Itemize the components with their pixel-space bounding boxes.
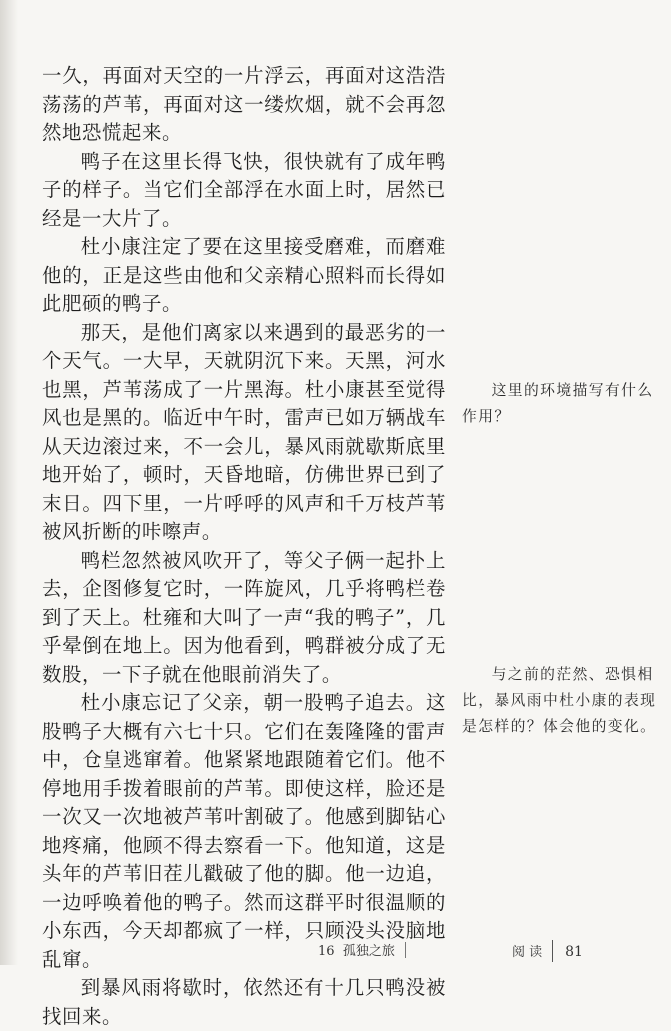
- paragraph-5: 鸭栏忽然被风吹开了，等父子俩一起扑上去，企图修复它时，一阵旋风，几乎将鸭栏卷到了天上。杜雍和大叫了一声“我的鸭子”，几乎晕倒在地上。因为他看到，鸭群被分成了无数股，一下子就在他眼前消失了。: [42, 548, 446, 686]
- unit-title: 孤独之旅: [342, 944, 395, 959]
- section-label: 阅 读: [512, 945, 543, 960]
- paragraph-4: 那天，是他们离家以来遇到的最恶劣的一个天气。一大早，天就阴沉下来。天黑，河水也黑，芦苇荡成了一片黑海。杜小康甚至觉得风也是黑的。临近中午时，雷声已如万辆战车从天边滚过来，不一会儿，暴风雨就歇斯底里地开始了，顿时，天昏地暗，仿佛世界已到了末日。四下里，一片呼呼的风声和千万枝芦苇被风折断的咔嚓声。: [42, 320, 446, 543]
- margin-note-text: 这里的环境描写有什么作用？: [462, 382, 654, 425]
- footer-divider: [552, 940, 553, 962]
- page-gutter-shadow: [0, 0, 18, 965]
- footer-page: [512, 940, 583, 962]
- paragraph-3: 杜小康注定了要在这里接受磨难，而磨难他的，正是这些由他和父亲精心照料而长得如此肥硕的鸭子。: [42, 235, 446, 315]
- footer-divider: [405, 942, 406, 958]
- margin-note-text: 与之前的茫然、恐惧相比，暴风雨中杜小康的表现是怎样的？体会他的变化。: [462, 666, 657, 735]
- margin-note-environment: [462, 378, 658, 430]
- paragraph-1: 一久，再面对天空的一片浮云，再面对这浩浩荡荡的芦苇，再面对这一缕炊烟，就不会再忽然地恐慌起来。: [42, 64, 446, 144]
- paragraph-2: 鸭子在这里长得飞快，很快就有了成年鸭子的样子。当它们全部浮在水面上时，居然已经是一大片了。: [42, 149, 446, 230]
- margin-note-change: [462, 662, 658, 740]
- paragraph-7: 到暴风雨将歇时，依然还有十几只鸭没被找回来。: [42, 976, 446, 1028]
- paragraph-6: 杜小康忘记了父亲，朝一股鸭子追去。这股鸭子大概有六七十只。它们在轰隆隆的雷声中，仓皇逃窜着。他紧紧地跟随着它们。他不停地用手拨着眼前的芦苇。即使这样，脸还是一次又一次地被芦苇叶割破了。他感到脚钻心地疼痛，他顾不得去察看一下。他知道，这是头年的芦苇旧茬儿戳破了他的脚。他一边追，一边呼唤着他的鸭子。然而这群平时很温顺的小东西，今天却都疯了一样，只顾没头没脑地乱窜。: [42, 691, 446, 971]
- unit-number: 16: [318, 944, 335, 959]
- footer-unit: [318, 940, 406, 959]
- page-number: 81: [565, 944, 583, 960]
- main-text-column: [42, 62, 446, 1031]
